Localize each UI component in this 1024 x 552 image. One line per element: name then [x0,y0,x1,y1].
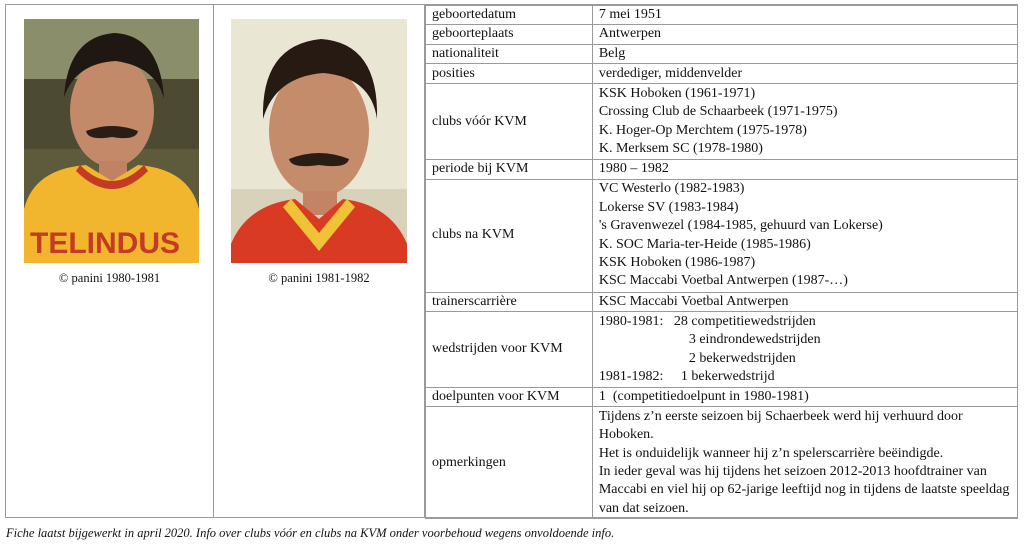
label-coaching: trainerscarrière [426,292,593,311]
photo-caption-1: © panini 1980-1981 [58,271,161,285]
value-matches [592,312,1017,388]
row-remarks [426,407,1018,519]
label-clubs-before: clubs vóór KVM [426,84,593,160]
label-nationality: nationaliteit [426,44,593,63]
match-line: 1980-1981: 28 competitiewedstrijden [598,313,816,329]
value-remarks [592,407,1017,519]
label-birthdate: geboortedatum [426,6,593,25]
remark-line: Tijdens z’n eerste seizoen bij Schaerbeek werd hij verhuurd door Hoboken. [598,408,963,443]
match-line: 2 bekerwedstrijden [688,350,796,366]
photo-caption-2: © panini 1981-1982 [268,271,370,285]
value-birthplace: Antwerpen [592,25,1017,44]
label-birthplace: geboorteplaats [426,25,593,44]
photo-column-1981 [214,5,425,517]
label-positions: posities [426,64,593,84]
value-nationality: Belg [592,44,1017,63]
row-positions [426,64,1018,84]
value-positions: verdediger, middenvelder [592,64,1017,84]
label-remarks: opmerkingen [426,407,593,519]
row-birthdate [426,6,1018,25]
footnote: Fiche laatst bijgewerkt in april 2020. Info over clubs vóór en clubs na KVM onder voorbehoud wegens onvoldoende info. [6,526,615,540]
club-line: KSC Maccabi Voetbal Antwerpen (1987-…) [598,273,848,289]
row-coaching [426,292,1018,311]
player-photo-1980-1981 [24,19,199,263]
label-clubs-after: clubs na KVM [426,179,593,292]
player-photo-1981-1982 [231,19,407,263]
club-line: Lokerse SV (1983-1984) [598,199,739,215]
value-clubs-after [592,179,1017,292]
label-matches: wedstrijden voor KVM [426,312,593,388]
match-line: 1981-1982: 1 bekerwedstrijd [598,368,775,384]
row-birthplace [426,25,1018,44]
row-clubs-before [426,84,1018,160]
value-birthdate: 7 mei 1951 [592,6,1017,25]
value-period: 1980 – 1982 [592,160,1017,179]
player-fiche [5,4,1018,518]
remark-line: Het is onduidelijk wanneer hij z’n spelerscarrière beëindigde. [598,445,944,461]
value-clubs-before [592,84,1017,160]
row-nationality [426,44,1018,63]
club-line: K. Merksem SC (1978-1980) [598,141,763,157]
label-goals: doelpunten voor KVM [426,388,593,407]
club-line: KSK Hoboken (1986-1987) [598,255,756,271]
label-period: periode bij KVM [426,160,593,179]
row-period [426,160,1018,179]
player-info-table [425,5,1018,519]
club-line: 's Gravenwezel (1984-1985, gehuurd van Lokerse) [598,218,883,234]
shirt-sponsor-text: TELINDUS [30,227,180,260]
value-goals: 1 (competitiedoelpunt in 1980-1981) [592,388,1017,407]
club-line: KSK Hoboken (1961-1971) [598,85,756,101]
row-matches [426,312,1018,388]
club-line: K. SOC Maria-ter-Heide (1985-1986) [598,236,811,252]
match-line: 3 eindrondewedstrijden [688,332,821,348]
row-goals [426,388,1018,407]
club-line: VC Westerlo (1982-1983) [598,181,745,197]
club-line: Crossing Club de Schaarbeek (1971-1975) [598,104,838,120]
club-line: K. Hoger-Op Merchtem (1975-1978) [598,122,807,138]
photo-column-1980 [6,5,214,517]
row-clubs-after [426,179,1018,292]
value-coaching: KSC Maccabi Voetbal Antwerpen [592,292,1017,311]
remark-line: In ieder geval was hij tijdens het seizoen 2012-2013 hoofdtrainer van Maccabi en viel hij op 62-jarige leeftijd nog in tijdens de laatste speeldag van dat seizoen. [598,463,1010,516]
